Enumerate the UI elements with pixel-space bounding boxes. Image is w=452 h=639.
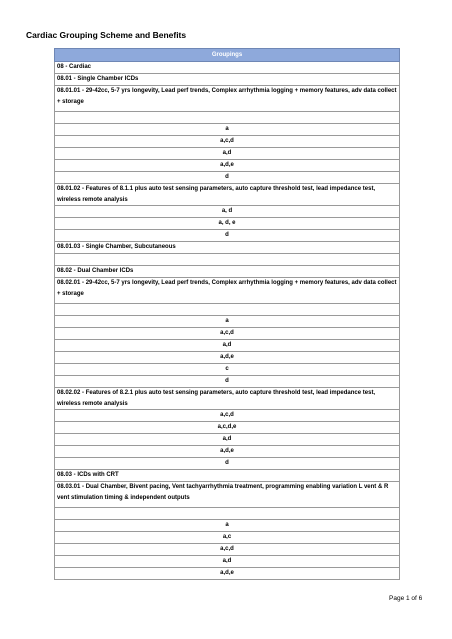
grouping-cell xyxy=(55,254,400,266)
benefit-codes-cell: a,c xyxy=(55,532,400,544)
benefit-codes-cell: a,d,e xyxy=(55,568,400,580)
table-row xyxy=(55,458,400,470)
benefit-codes-cell: a xyxy=(55,316,400,328)
table-header-row xyxy=(55,49,400,62)
grouping-cell: 08.02 - Dual Chamber ICDs xyxy=(55,266,400,278)
table-row xyxy=(55,520,400,532)
benefit-codes-cell: a,c,d xyxy=(55,544,400,556)
table-row xyxy=(55,136,400,148)
table-row xyxy=(55,74,400,86)
table-row xyxy=(55,388,400,410)
table-row xyxy=(55,556,400,568)
table-row xyxy=(55,544,400,556)
groupings-table-body xyxy=(55,49,400,580)
benefit-codes-cell: a,d xyxy=(55,340,400,352)
table-row xyxy=(55,446,400,458)
grouping-cell: 08.01.02 - Features of 8.1.1 plus auto test sensing parameters, auto capture threshold test, lead impedance test, wireless remote analysis xyxy=(55,184,400,206)
table-row xyxy=(55,470,400,482)
table-row xyxy=(55,278,400,304)
table-row xyxy=(55,508,400,520)
page-number: Page 1 of 6 xyxy=(389,595,423,602)
grouping-cell xyxy=(55,112,400,124)
table-row xyxy=(55,86,400,112)
table-row xyxy=(55,364,400,376)
table-row xyxy=(55,124,400,136)
benefit-codes-cell: a,c,d,e xyxy=(55,422,400,434)
grouping-cell: 08.01.01 - 29-42cc, 5-7 yrs longevity, Lead perf trends, Complex arrhythmia logging + memory features, adv data collect + storage xyxy=(55,86,400,112)
table-row xyxy=(55,172,400,184)
grouping-cell: 08.03 - ICDs with CRT xyxy=(55,470,400,482)
grouping-cell: 08.03.01 - Dual Chamber, Bivent pacing, Vent tachyarrhythmia treatment, programming enabling variation L vent & R vent stimulation timing & independent outputs xyxy=(55,482,400,508)
table-row xyxy=(55,160,400,172)
table-row xyxy=(55,376,400,388)
table-header-groupings: Groupings xyxy=(55,49,400,62)
benefit-codes-cell: a xyxy=(55,520,400,532)
table-row xyxy=(55,230,400,242)
table-row xyxy=(55,410,400,422)
grouping-cell: 08 - Cardiac xyxy=(55,62,400,74)
grouping-cell: 08.01 - Single Chamber ICDs xyxy=(55,74,400,86)
table-row xyxy=(55,254,400,266)
benefit-codes-cell: a,d xyxy=(55,556,400,568)
table-row xyxy=(55,316,400,328)
benefit-codes-cell: a,c,d xyxy=(55,136,400,148)
document-title: Cardiac Grouping Scheme and Benefits xyxy=(26,30,187,40)
table-row xyxy=(55,532,400,544)
benefit-codes-cell: d xyxy=(55,458,400,470)
table-row xyxy=(55,148,400,160)
table-row xyxy=(55,422,400,434)
grouping-cell xyxy=(55,304,400,316)
grouping-cell xyxy=(55,508,400,520)
benefit-codes-cell: c xyxy=(55,364,400,376)
benefit-codes-cell: d xyxy=(55,172,400,184)
table-row xyxy=(55,352,400,364)
benefit-codes-cell: a,c,d xyxy=(55,328,400,340)
benefit-codes-cell: a, d xyxy=(55,206,400,218)
benefit-codes-cell: a,c,d xyxy=(55,410,400,422)
table-row xyxy=(55,62,400,74)
benefit-codes-cell: a,d,e xyxy=(55,160,400,172)
benefit-codes-cell: a,d xyxy=(55,148,400,160)
groupings-table xyxy=(54,48,400,580)
table-row xyxy=(55,266,400,278)
table-row xyxy=(55,218,400,230)
table-row xyxy=(55,340,400,352)
table-row xyxy=(55,206,400,218)
table-row xyxy=(55,328,400,340)
benefit-codes-cell: a, d, e xyxy=(55,218,400,230)
benefit-codes-cell: d xyxy=(55,230,400,242)
benefit-codes-cell: a,d,e xyxy=(55,446,400,458)
table-row xyxy=(55,434,400,446)
table-row xyxy=(55,242,400,254)
table-row xyxy=(55,304,400,316)
grouping-cell: 08.02.01 - 29-42cc, 5-7 yrs longevity, Lead perf trends, Complex arrhythmia logging + memory features, adv data collect + storage xyxy=(55,278,400,304)
table-row xyxy=(55,482,400,508)
table-row xyxy=(55,112,400,124)
benefit-codes-cell: a xyxy=(55,124,400,136)
grouping-cell: 08.01.03 - Single Chamber, Subcutaneous xyxy=(55,242,400,254)
benefit-codes-cell: a,d,e xyxy=(55,352,400,364)
benefit-codes-cell: a,d xyxy=(55,434,400,446)
table-row xyxy=(55,184,400,206)
table-row xyxy=(55,568,400,580)
benefit-codes-cell: d xyxy=(55,376,400,388)
grouping-cell: 08.02.02 - Features of 8.2.1 plus auto test sensing parameters, auto capture threshold test, lead impedance test, wireless remote analysis xyxy=(55,388,400,410)
